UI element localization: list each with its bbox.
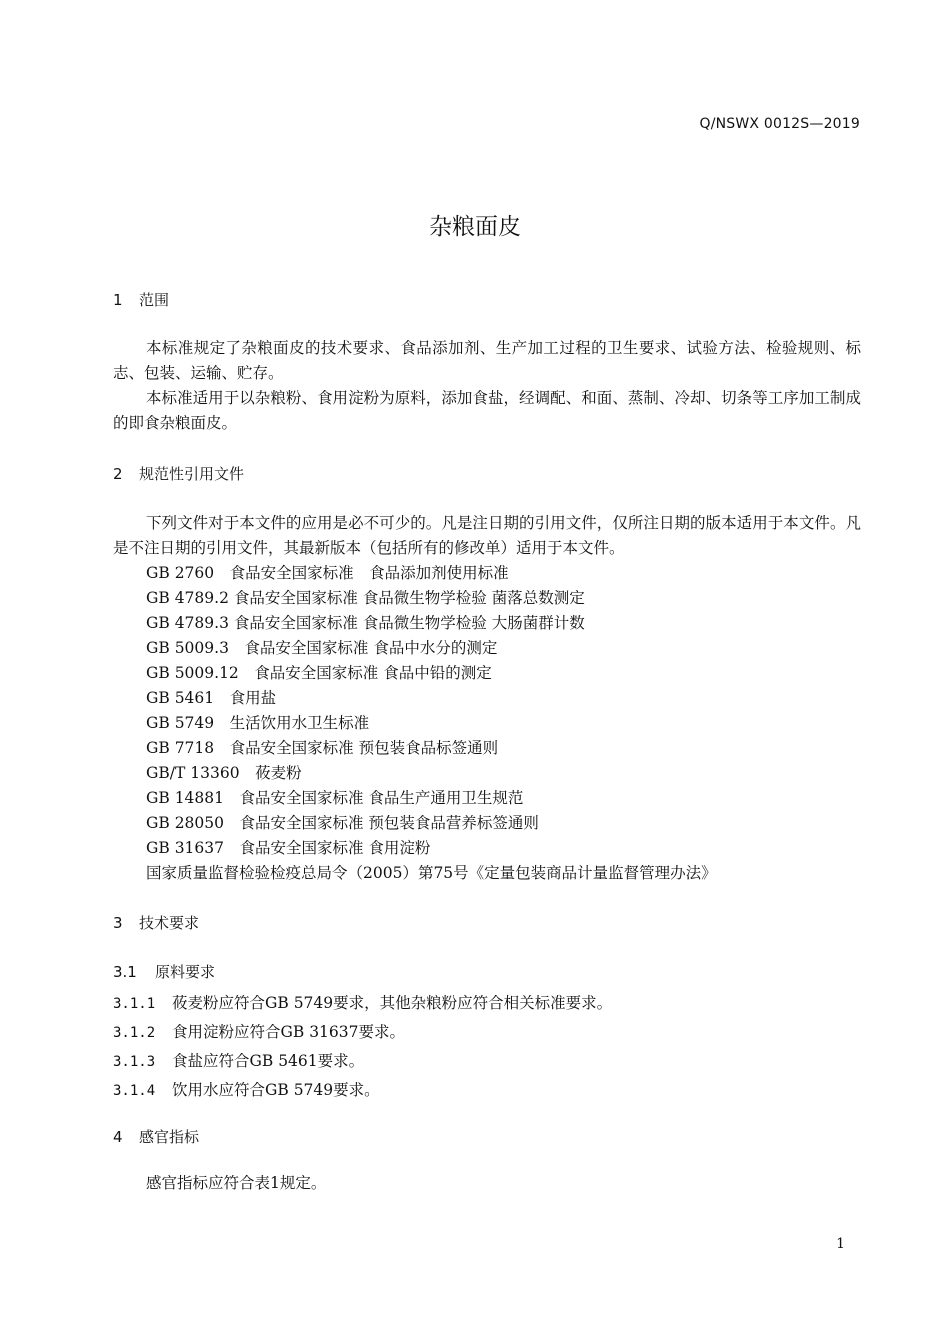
requirement-item xyxy=(113,991,612,1013)
subsection-number: 3.1 xyxy=(113,963,137,981)
subsection-3-1-heading xyxy=(113,961,215,982)
subsection-title: 原料要求 xyxy=(155,963,216,981)
reference-item: GB 7718 食品安全国家标准 预包装食品标签通则 xyxy=(146,739,499,757)
references-intro: 下列文件对于本文件的应用是必不可少的。凡是注日期的引用文件，仅所注日期的版本适用于本文件。凡是不注日期的引用文件，其最新版本（包括所有的修改单）适用于本文件。 xyxy=(113,514,861,557)
reference-item: GB 4789.2 食品安全国家标准 食品微生物学检验 菌落总数测定 xyxy=(146,589,585,607)
scope-paragraph-1: 本标准规定了杂粮面皮的技术要求、食品添加剂、生产加工过程的卫生要求、试验方法、检验规则、标志、包装、运输、贮存。 xyxy=(113,339,861,382)
item-number: 3.1.3 xyxy=(113,1054,156,1070)
reference-item: GB 4789.3 食品安全国家标准 食品微生物学检验 大肠菌群计数 xyxy=(146,614,585,632)
section-title: 规范性引用文件 xyxy=(139,465,245,483)
scope-paragraph-2: 本标准适用于以杂粮粉、食用淀粉为原料，添加食盐，经调配、和面、蒸制、冷却、切条等工序加工制成的即食杂粮面皮。 xyxy=(113,389,861,432)
requirement-item xyxy=(113,1078,380,1100)
item-number: 3.1.2 xyxy=(113,1025,156,1041)
reference-item: GB 5461 食用盐 xyxy=(146,689,277,707)
reference-item: 国家质量监督检验检疫总局令（2005）第75号《定量包装商品计量监督管理办法》 xyxy=(146,864,717,882)
reference-item: GB 28050 食品安全国家标准 预包装食品营养标签通则 xyxy=(146,814,539,832)
item-number: 3.1.4 xyxy=(113,1083,156,1099)
section-2-heading xyxy=(113,463,244,484)
section-title: 感官指标 xyxy=(139,1128,200,1146)
section-4-heading xyxy=(113,1126,199,1147)
requirement-item xyxy=(113,1049,364,1071)
reference-item: GB 2760 食品安全国家标准 食品添加剂使用标准 xyxy=(146,564,509,582)
reference-item: GB 5749 生活饮用水卫生标准 xyxy=(146,714,370,732)
reference-item: GB 5009.3 食品安全国家标准 食品中水分的测定 xyxy=(146,639,498,657)
standard-code: Q/NSWX 0012S—2019 xyxy=(699,116,860,132)
reference-item: GB 5009.12 食品安全国家标准 食品中铅的测定 xyxy=(146,664,492,682)
section-number: 4 xyxy=(113,1128,123,1146)
section-number: 2 xyxy=(113,465,123,483)
item-number: 3.1.1 xyxy=(113,996,156,1012)
reference-item: GB/T 13360 莜麦粉 xyxy=(146,764,302,782)
reference-item: GB 31637 食品安全国家标准 食用淀粉 xyxy=(146,839,431,857)
item-text: 食用淀粉应符合GB 31637要求。 xyxy=(172,1023,406,1041)
section-3-heading xyxy=(113,912,199,933)
document-title: 杂粮面皮 xyxy=(429,214,521,240)
section-title: 技术要求 xyxy=(139,914,200,932)
item-text: 饮用水应符合GB 5749要求。 xyxy=(172,1081,380,1099)
page-number: 1 xyxy=(836,1236,845,1252)
requirement-item xyxy=(113,1020,405,1042)
section-number: 1 xyxy=(113,291,123,309)
section-title: 范围 xyxy=(139,291,170,309)
item-text: 食盐应符合GB 5461要求。 xyxy=(172,1052,365,1070)
section-1-heading xyxy=(113,289,169,310)
reference-item: GB 14881 食品安全国家标准 食品生产通用卫生规范 xyxy=(146,789,524,807)
section-number: 3 xyxy=(113,914,123,932)
sensory-paragraph: 感官指标应符合表1规定。 xyxy=(146,1174,327,1192)
item-text: 莜麦粉应符合GB 5749要求，其他杂粮粉应符合相关标准要求。 xyxy=(172,994,613,1012)
